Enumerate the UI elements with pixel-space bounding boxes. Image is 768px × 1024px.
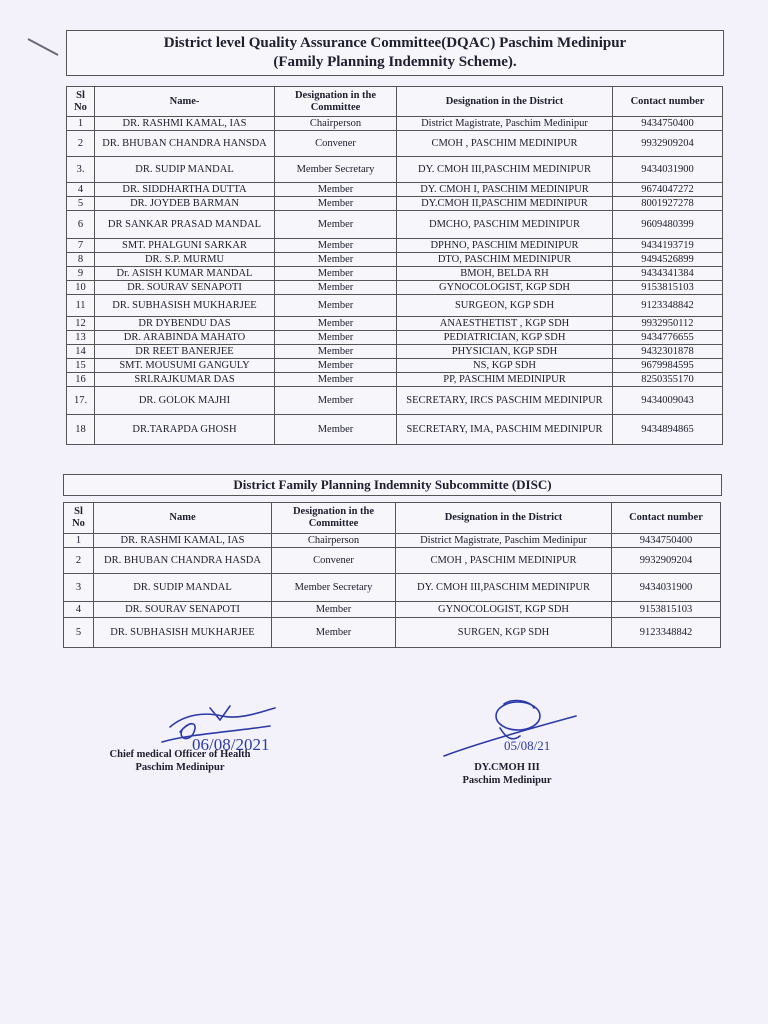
cell-name: DR SANKAR PRASAD MANDAL [95,211,275,239]
cell-sl: 6 [67,211,95,239]
cell-designation-district: District Magistrate, Paschim Medinipur [396,534,612,548]
left-signature-place: Paschim Medinipur [135,762,225,773]
cell-sl: 16 [67,373,95,387]
table-row [67,281,723,295]
cell-designation-committee: Convener [275,131,397,157]
cell-designation-committee: Member Secretary [272,574,396,602]
cell-contact: 9434341384 [613,267,723,281]
table-row [67,253,723,267]
cell-contact: 9609480399 [613,211,723,239]
cell-designation-district: DPHNO, PASCHIM MEDINIPUR [397,239,613,253]
cell-designation-committee: Member [275,183,397,197]
cell-sl: 17. [67,387,95,415]
cell-sl: 14 [67,345,95,359]
cell-name: DR DYBENDU DAS [95,317,275,331]
cell-sl: 2 [67,131,95,157]
scan-mark [28,38,59,56]
table-row [67,331,723,345]
table-row [64,618,721,648]
table-row [64,574,721,602]
cell-name: DR. RASHMI KAMAL, IAS [95,117,275,131]
table-row [67,211,723,239]
cell-contact: 9432301878 [613,345,723,359]
cell-designation-committee: Member [275,267,397,281]
cell-sl: 11 [67,295,95,317]
right-signature-title: DY.CMOH III [474,762,540,773]
cell-name: DR. ARABINDA MAHATO [95,331,275,345]
header-sl: Sl No [67,87,95,117]
right-signature-place: Paschim Medinipur [462,775,552,786]
disc-header-row [64,503,721,534]
cell-contact: 9434750400 [613,117,723,131]
cell-designation-district: GYNOCOLOGIST, KGP SDH [396,602,612,618]
cell-contact: 9434894865 [613,415,723,445]
cell-designation-district: PHYSICIAN, KGP SDH [397,345,613,359]
table-row [64,548,721,574]
cell-sl: 15 [67,359,95,373]
cell-name: DR. SIDDHARTHA DUTTA [95,183,275,197]
cell-contact: 9123348842 [612,618,721,648]
cell-designation-district: NS, KGP SDH [397,359,613,373]
cell-contact: 9679984595 [613,359,723,373]
cell-name: DR.TARAPDA GHOSH [95,415,275,445]
dqac-table [66,86,723,445]
cell-contact: 9153815103 [613,281,723,295]
cell-designation-district: SECRETARY, IMA, PASCHIM MEDINIPUR [397,415,613,445]
header-contact: Contact number [613,87,723,117]
cell-sl: 4 [64,602,94,618]
disc-table-body [64,534,721,648]
right-signature-block [452,761,562,787]
cell-contact: 9932950112 [613,317,723,331]
table-row [67,373,723,387]
table-row [67,359,723,373]
cell-designation-committee: Convener [272,548,396,574]
cell-name: DR. SUBHASISH MUKHARJEE [94,618,272,648]
cell-designation-committee: Member [275,211,397,239]
cell-designation-committee: Member [275,197,397,211]
cell-name: SMT. MOUSUMI GANGULY [95,359,275,373]
cell-sl: 13 [67,331,95,345]
cell-designation-district: DMCHO, PASCHIM MEDINIPUR [397,211,613,239]
disc-table [63,502,721,648]
cell-designation-committee: Chairperson [272,534,396,548]
cell-designation-district: DY. CMOH I, PASCHIM MEDINIPUR [397,183,613,197]
cell-name: DR. S.P. MURMU [95,253,275,267]
table-row [67,317,723,331]
cell-name: Dr. ASISH KUMAR MANDAL [95,267,275,281]
cell-sl: 3. [67,157,95,183]
cell-sl: 7 [67,239,95,253]
header-sl: Sl No [64,503,94,534]
left-signature-date: 06/08/2021 [192,735,270,754]
cell-designation-committee: Member [275,331,397,345]
cell-contact: 8250355170 [613,373,723,387]
header-designation-committee: Designation in the Committee [275,87,397,117]
cell-sl: 1 [67,117,95,131]
cell-designation-district: District Magistrate, Paschim Medinipur [397,117,613,131]
table-row [67,183,723,197]
table-row [67,295,723,317]
cell-name: DR. SOURAV SENAPOTI [94,602,272,618]
dqac-table-body [67,117,723,445]
table-row [67,131,723,157]
cell-sl: 3 [64,574,94,602]
cell-sl: 18 [67,415,95,445]
cell-designation-district: DTO, PASCHIM MEDINIPUR [397,253,613,267]
cell-designation-committee: Member [275,295,397,317]
cell-designation-committee: Member [275,281,397,295]
cell-designation-district: GYNOCOLOGIST, KGP SDH [397,281,613,295]
cell-contact: 9674047272 [613,183,723,197]
cell-contact: 9153815103 [612,602,721,618]
cell-name: DR. BHUBAN CHANDRA HASDA [94,548,272,574]
cell-contact: 9932909204 [613,131,723,157]
cell-designation-committee: Member [272,618,396,648]
cell-designation-district: BMOH, BELDA RH [397,267,613,281]
cell-contact: 9434009043 [613,387,723,415]
dqac-title-box [66,30,724,76]
cell-designation-committee: Member [275,253,397,267]
header-designation-district: Designation in the District [396,503,612,534]
cell-name: DR. SUDIP MANDAL [94,574,272,602]
cell-name: DR. SUBHASISH MUKHARJEE [95,295,275,317]
cell-name: DR. BHUBAN CHANDRA HANSDA [95,131,275,157]
cell-contact: 9494526899 [613,253,723,267]
cell-designation-committee: Member [275,345,397,359]
cell-designation-district: DY. CMOH III,PASCHIM MEDINIPUR [396,574,612,602]
cell-name: DR REET BANERJEE [95,345,275,359]
cell-designation-district: SECRETARY, IRCS PASCHIM MEDINIPUR [397,387,613,415]
table-row [67,157,723,183]
header-name: Name [94,503,272,534]
dqac-header-row [67,87,723,117]
cell-designation-district: PP, PASCHIM MEDINIPUR [397,373,613,387]
cell-designation-committee: Member [275,373,397,387]
cell-designation-district: ANAESTHETIST , KGP SDH [397,317,613,331]
cell-designation-district: CMOH , PASCHIM MEDINIPUR [397,131,613,157]
cell-sl: 12 [67,317,95,331]
table-row [64,534,721,548]
cell-sl: 4 [67,183,95,197]
cell-designation-committee: Chairperson [275,117,397,131]
table-row [67,267,723,281]
cell-name: DR. SOURAV SENAPOTI [95,281,275,295]
right-signature-date: 05/08/21 [504,738,551,753]
left-signature-block [100,748,260,774]
cell-designation-district: SURGEN, KGP SDH [396,618,612,648]
cell-designation-committee: Member [275,415,397,445]
cell-sl: 9 [67,267,95,281]
cell-designation-committee: Member [275,239,397,253]
cell-designation-committee: Member Secretary [275,157,397,183]
table-row [67,387,723,415]
table-row [67,117,723,131]
cell-contact: 9434193719 [613,239,723,253]
cell-sl: 5 [64,618,94,648]
table-row [67,239,723,253]
cell-name: DR. SUDIP MANDAL [95,157,275,183]
cell-contact: 9434031900 [613,157,723,183]
table-row [67,197,723,211]
cell-sl: 5 [67,197,95,211]
dqac-title-line1: District level Quality Assurance Committee(DQAC) Paschim Medinipur [163,35,627,51]
cell-designation-district: SURGEON, KGP SDH [397,295,613,317]
header-name: Name- [95,87,275,117]
right-signature-icon [440,694,580,766]
disc-title: District Family Planning Indemnity Subcommitte (DISC) [63,474,722,496]
cell-contact: 9932909204 [612,548,721,574]
cell-sl: 2 [64,548,94,574]
cell-sl: 10 [67,281,95,295]
table-row [64,602,721,618]
cell-designation-committee: Member [272,602,396,618]
cell-name: DR. GOLOK MAJHI [95,387,275,415]
header-contact: Contact number [612,503,721,534]
cell-contact: 9434031900 [612,574,721,602]
cell-sl: 1 [64,534,94,548]
cell-contact: 9434750400 [612,534,721,548]
cell-contact: 9123348842 [613,295,723,317]
cell-sl: 8 [67,253,95,267]
table-row [67,415,723,445]
cell-name: SMT. PHALGUNI SARKAR [95,239,275,253]
cell-name: DR. JOYDEB BARMAN [95,197,275,211]
cell-designation-committee: Member [275,387,397,415]
cell-designation-district: DY.CMOH II,PASCHIM MEDINIPUR [397,197,613,211]
header-designation-committee: Designation in the Committee [272,503,396,534]
cell-contact: 9434776655 [613,331,723,345]
left-signature-title: Chief medical Officer of Health [109,749,251,760]
table-row [67,345,723,359]
dqac-title-line2: (Family Planning Indemnity Scheme). [273,54,517,70]
cell-designation-district: DY. CMOH III,PASCHIM MEDINIPUR [397,157,613,183]
cell-designation-committee: Member [275,317,397,331]
cell-name: DR. RASHMI KAMAL, IAS [94,534,272,548]
cell-contact: 8001927278 [613,197,723,211]
cell-designation-district: PEDIATRICIAN, KGP SDH [397,331,613,345]
cell-name: SRI.RAJKUMAR DAS [95,373,275,387]
cell-designation-district: CMOH , PASCHIM MEDINIPUR [396,548,612,574]
header-designation-district: Designation in the District [397,87,613,117]
cell-designation-committee: Member [275,359,397,373]
